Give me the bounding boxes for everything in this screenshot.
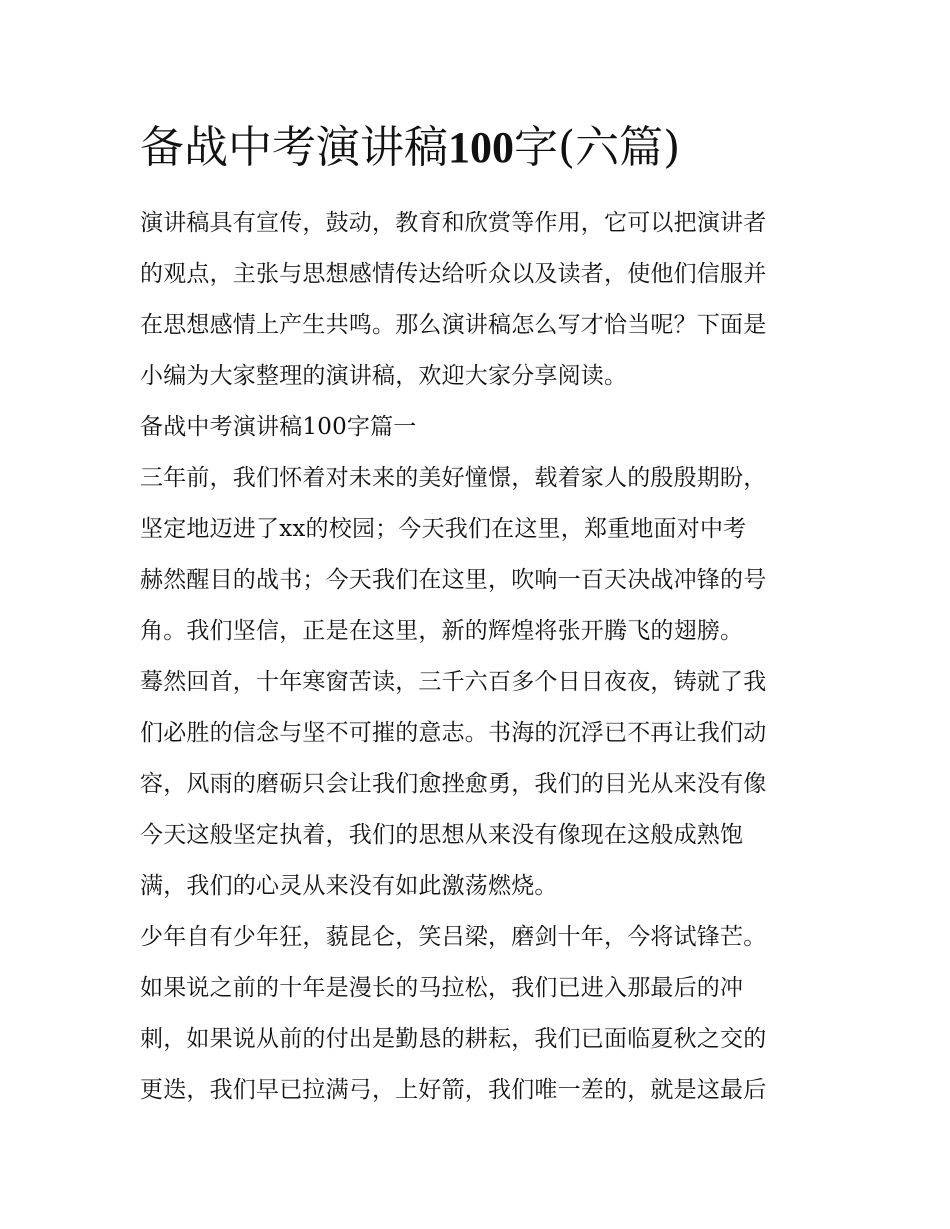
body-line: 角。我们坚信，正是在这里，新的辉煌将张开腾飞的翅膀。 [140,618,744,644]
body-line: 刺，如果说从前的付出是勤恳的耕耘，我们已面临夏秋之交的 [140,1026,767,1052]
body-line: 更迭，我们早已拉满弓，上好箭，我们唯一差的，就是这最后 [140,1077,767,1103]
section-heading: 备战中考演讲稿100字篇一 [140,414,417,440]
title-prefix: 备战中考演讲稿 [140,122,448,173]
body-line: 演讲稿具有宣传，鼓动，教育和欣赏等作用，它可以把演讲者 [140,210,767,236]
body-line: 少年自有少年狂，藐昆仑，笑吕梁，磨剑十年，今将试锋芒。 [140,924,767,950]
title-number: 100 [448,123,514,172]
document-body [140,198,820,1116]
body-line: 满，我们的心灵从来没有如此激荡燃烧。 [140,873,558,899]
body-line: 今天这般坚定执着，我们的思想从来没有像现在这般成熟饱 [140,822,744,848]
body-line: 蓦然回首，十年寒窗苦读，三千六百多个日日夜夜，铸就了我 [140,669,767,695]
body-line: 容，风雨的磨砺只会让我们愈挫愈勇，我们的目光从来没有像 [140,771,767,797]
body-line: 们必胜的信念与坚不可摧的意志。书海的沉浮已不再让我们动 [140,720,767,746]
body-line: 小编为大家整理的演讲稿，欢迎大家分享阅读。 [140,363,628,389]
body-line: 如果说之前的十年是漫长的马拉松，我们已进入那最后的冲 [140,975,744,1001]
page-title [140,112,840,184]
body-line: 坚定地迈进了xx的校园；今天我们在这里，郑重地面对中考 [140,516,747,542]
body-line: 的观点，主张与思想感情传达给听众以及读者，使他们信服并 [140,261,767,287]
body-line: 在思想感情上产生共鸣。那么演讲稿怎么写才恰当呢？下面是 [140,312,767,338]
body-line: 三年前，我们怀着对未来的美好憧憬，载着家人的殷殷期盼， [140,465,767,491]
title-suffix: 字(六篇) [514,122,681,173]
body-line: 赫然醒目的战书；今天我们在这里，吹响一百天决战冲锋的号 [140,567,767,593]
